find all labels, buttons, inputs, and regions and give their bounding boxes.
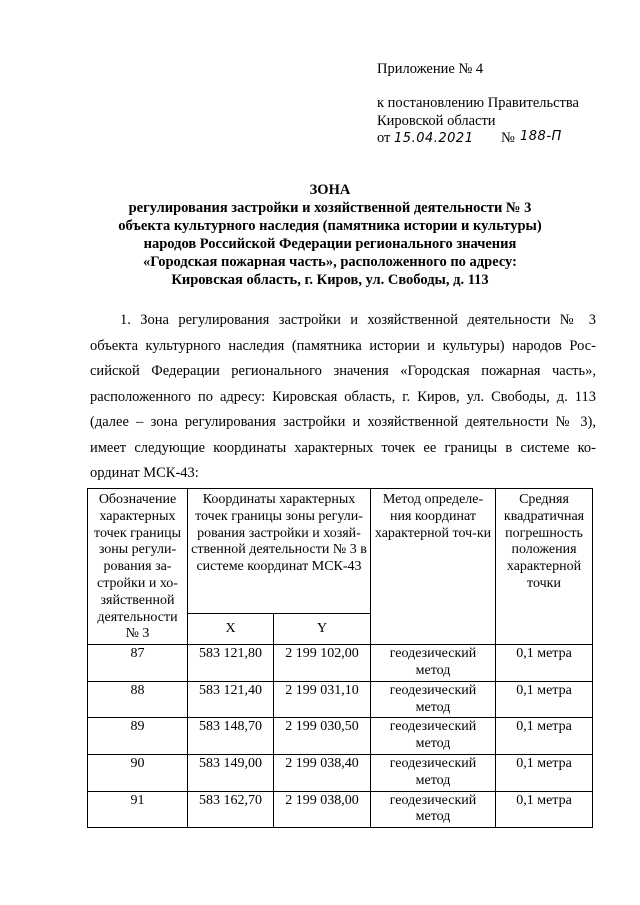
- cell-error: 0,1 метра: [496, 718, 593, 755]
- cell-point: 88: [88, 681, 188, 718]
- table-row: [88, 718, 593, 755]
- cell-error: 0,1 метра: [496, 681, 593, 718]
- cell-y: 2 199 038,40: [274, 754, 371, 791]
- cell-point: 89: [88, 718, 188, 755]
- paragraph-line-2: объекта культурного наследия (памятника истории и культуры) народов Рос-: [90, 337, 596, 354]
- date-value: 15.04.2021: [394, 131, 474, 146]
- cell-error: 0,1 метра: [496, 754, 593, 791]
- header-method: Метод определе-ния координат характерной точ-ки: [371, 489, 496, 645]
- table-row: [88, 645, 593, 682]
- cell-y: 2 199 102,00: [274, 645, 371, 682]
- paragraph-line-4: расположенного по адресу: Кировская область, г. Киров, ул. Свободы, д. 113: [90, 388, 596, 405]
- cell-x: 583 162,70: [188, 791, 274, 828]
- paragraph-line-7: ординат МСК-43:: [90, 465, 199, 481]
- paragraph-line-5: (далее – зона регулирования застройки и хозяйственной деятельности № 3),: [90, 414, 596, 430]
- cell-method: геодезический метод: [371, 645, 496, 682]
- cell-x: 583 121,40: [188, 681, 274, 718]
- appendix-label: Приложение № 4: [377, 61, 484, 77]
- table-row: [88, 681, 593, 718]
- date-prefix: от: [377, 130, 391, 146]
- cell-x: 583 149,00: [188, 754, 274, 791]
- cell-point: 87: [88, 645, 188, 682]
- resolution-date-line: [377, 129, 607, 147]
- body-paragraph: [90, 308, 596, 487]
- title-line-4: народов Российской Федерации регионального значения: [143, 235, 517, 252]
- cell-method: геодезический метод: [371, 718, 496, 755]
- table-row: [88, 791, 593, 828]
- title-line-2: регулирования застройки и хозяйственной деятельности № 3: [128, 199, 532, 216]
- cell-y: 2 199 038,00: [274, 791, 371, 828]
- cell-y: 2 199 031,10: [274, 681, 371, 718]
- document-title: [60, 182, 600, 290]
- cell-error: 0,1 метра: [496, 791, 593, 828]
- cell-x: 583 121,80: [188, 645, 274, 682]
- cell-x: 583 148,70: [188, 718, 274, 755]
- cell-point: 91: [88, 791, 188, 828]
- title-line-1: ЗОНА: [309, 182, 351, 198]
- number-prefix: №: [501, 130, 515, 146]
- header-coordinates: Координаты характерных точек границы зоны регули-рования застройки и хозяй-ственной деятельности № 3 в системе координат МСК-43: [188, 489, 371, 614]
- title-line-3: объекта культурного наследия (памятника истории и культуры): [118, 217, 542, 234]
- paragraph-line-3: сийской Федерации регионального значения «Городская пожарная часть»,: [90, 363, 596, 379]
- header-y: Y: [274, 614, 371, 645]
- cell-point: 90: [88, 754, 188, 791]
- resolution-line-2: Кировской области: [377, 113, 496, 129]
- cell-method: геодезический метод: [371, 681, 496, 718]
- cell-method: геодезический метод: [371, 754, 496, 791]
- title-line-6: Кировская область, г. Киров, ул. Свободы, д. 113: [171, 271, 489, 288]
- table-row: [88, 754, 593, 791]
- resolution-line-1: к постановлению Правительства: [377, 95, 579, 111]
- number-value: 188-П: [520, 129, 562, 144]
- paragraph-line-6: имеет следующие координаты характерных точек ее границы в системе ко-: [90, 439, 596, 456]
- coordinates-table: [87, 488, 593, 828]
- cell-method: геодезический метод: [371, 791, 496, 828]
- header-x: X: [188, 614, 274, 645]
- header-point-designation: Обозначение характерных точек границы зоны регули-рования за-стройки и хо-зяйственной деятельности № 3: [88, 489, 188, 645]
- header-error: Средняя квадратичная погрешность положения характерной точки: [496, 489, 593, 645]
- cell-error: 0,1 метра: [496, 645, 593, 682]
- title-line-5: «Городская пожарная часть», расположенного по адресу:: [143, 253, 517, 270]
- cell-y: 2 199 030,50: [274, 718, 371, 755]
- paragraph-line-1: 1. Зона регулирования застройки и хозяйственной деятельности № 3: [120, 312, 596, 328]
